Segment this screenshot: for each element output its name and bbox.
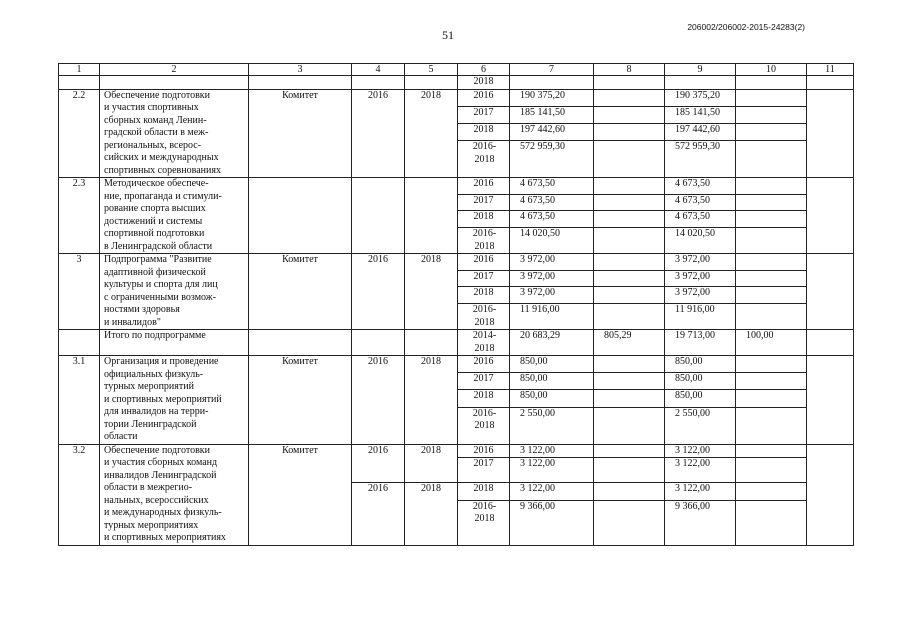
col-header: 8 (594, 64, 665, 76)
year-cell: 2016- 2018 (458, 304, 510, 330)
col-header: 6 (458, 64, 510, 76)
end-year: 2018 (405, 444, 458, 483)
start-year: 2016 (352, 356, 405, 445)
total-value: 11 916,00 (510, 304, 594, 330)
year-cell: 2017 (458, 373, 510, 390)
federal-value (594, 123, 665, 140)
table-row (59, 89, 854, 106)
continuation-row (59, 76, 854, 90)
total-value: 3 972,00 (510, 287, 594, 304)
regional-value: 4 673,50 (665, 211, 736, 228)
table-row (59, 356, 854, 373)
executor (249, 178, 352, 254)
regional-value: 572 959,30 (665, 141, 736, 178)
total-value: 3 972,00 (510, 270, 594, 287)
col-header: 7 (510, 64, 594, 76)
column-header-row (59, 64, 854, 76)
regional-value: 4 673,50 (665, 178, 736, 195)
year-cell: 2016- 2018 (458, 141, 510, 178)
row-number: 3 (59, 254, 100, 330)
regional-value: 3 122,00 (665, 483, 736, 501)
federal-value (594, 270, 665, 287)
regional-value: 3 972,00 (665, 287, 736, 304)
total-value: 572 959,30 (510, 141, 594, 178)
regional-value: 11 916,00 (665, 304, 736, 330)
total-value: 3 972,00 (510, 254, 594, 271)
row-description: Методическое обеспече- ние, пропаганда и стимули- рование спорта высших достижений и системы спортивной подготовки в Ленинградской области (100, 178, 249, 254)
end-year (405, 178, 458, 254)
start-year: 2016 (352, 444, 405, 483)
end-year: 2018 (405, 254, 458, 330)
federal-value (594, 228, 665, 254)
subtotal-row (59, 330, 854, 356)
regional-value: 4 673,50 (665, 194, 736, 211)
local-value (736, 106, 807, 123)
table-row (59, 254, 854, 271)
total-value: 3 122,00 (510, 458, 594, 483)
col-header: 1 (59, 64, 100, 76)
end-year: 2018 (405, 356, 458, 445)
year-cell: 2016- 2018 (458, 500, 510, 545)
subtotal-label: Итого по подпрограмме (100, 330, 249, 356)
local-value (736, 270, 807, 287)
total-value: 4 673,50 (510, 194, 594, 211)
total-value: 3 122,00 (510, 483, 594, 501)
year-cell: 2016 (458, 178, 510, 195)
year-cell: 2017 (458, 106, 510, 123)
total-value: 4 673,50 (510, 178, 594, 195)
total-value: 3 122,00 (510, 444, 594, 458)
federal-value: 805,29 (594, 330, 665, 356)
local-value (736, 211, 807, 228)
row-description: Обеспечение подготовки и участия спортивных сборных команд Ленин- градской области в меж- региональных, всерос- сийских и международных спортивных соревнованиях (100, 89, 249, 178)
end-year: 2018 (405, 483, 458, 546)
executor: Комитет (249, 444, 352, 545)
regional-value: 3 122,00 (665, 458, 736, 483)
year-cell: 2018 (458, 211, 510, 228)
document-id: 206002/206002-2015-24283(2) (687, 22, 805, 32)
total-value: 20 683,29 (510, 330, 594, 356)
local-value (736, 287, 807, 304)
year-cell: 2018 (458, 287, 510, 304)
total-value: 185 141,50 (510, 106, 594, 123)
local-value (736, 141, 807, 178)
local-value: 100,00 (736, 330, 807, 356)
total-value: 4 673,50 (510, 211, 594, 228)
col-header: 3 (249, 64, 352, 76)
regional-value: 3 122,00 (665, 444, 736, 458)
total-value: 190 375,20 (510, 89, 594, 106)
regional-value: 9 366,00 (665, 500, 736, 545)
year-cell: 2018 (458, 76, 510, 90)
year-cell: 2017 (458, 270, 510, 287)
year-cell: 2018 (458, 123, 510, 140)
regional-value: 2 550,00 (665, 407, 736, 444)
year-cell: 2018 (458, 483, 510, 501)
federal-value (594, 287, 665, 304)
federal-value (594, 141, 665, 178)
table-row (59, 444, 854, 458)
total-value: 850,00 (510, 356, 594, 373)
regional-value: 19 713,00 (665, 330, 736, 356)
year-cell: 2016 (458, 89, 510, 106)
federal-value (594, 254, 665, 271)
regional-value: 850,00 (665, 390, 736, 407)
local-value (736, 89, 807, 106)
regional-value: 197 442,60 (665, 123, 736, 140)
federal-value (594, 211, 665, 228)
year-cell: 2017 (458, 458, 510, 483)
start-year: 2016 (352, 89, 405, 178)
regional-value: 190 375,20 (665, 89, 736, 106)
row-number: 2.3 (59, 178, 100, 254)
row-number: 3.2 (59, 444, 100, 545)
local-value (736, 228, 807, 254)
local-value (736, 123, 807, 140)
regional-value: 3 972,00 (665, 270, 736, 287)
year-cell: 2016 (458, 444, 510, 458)
executor: Комитет (249, 356, 352, 445)
total-value: 197 442,60 (510, 123, 594, 140)
local-value (736, 194, 807, 211)
regional-value: 185 141,50 (665, 106, 736, 123)
local-value (736, 304, 807, 330)
regional-value: 14 020,50 (665, 228, 736, 254)
start-year: 2016 (352, 483, 405, 546)
federal-value (594, 106, 665, 123)
federal-value (594, 89, 665, 106)
table-row (59, 178, 854, 195)
start-year: 2016 (352, 254, 405, 330)
budget-table (58, 63, 854, 546)
col-header: 11 (807, 64, 854, 76)
federal-value (594, 178, 665, 195)
row-description: Организация и проведение официальных физкуль- турных мероприятий и спортивных мероприятий для инвалидов на терри- тории Ленинградской области (100, 356, 249, 445)
year-cell: 2017 (458, 194, 510, 211)
col-header: 4 (352, 64, 405, 76)
regional-value: 850,00 (665, 356, 736, 373)
year-cell: 2018 (458, 390, 510, 407)
regional-value: 850,00 (665, 373, 736, 390)
col-header: 9 (665, 64, 736, 76)
row-description: Подпрограмма "Развитие адаптивной физической культуры и спорта для лиц с ограниченными возмож- ностями здоровья и инвалидов" (100, 254, 249, 330)
local-value (736, 178, 807, 195)
page-number: 51 (442, 28, 454, 42)
end-year: 2018 (405, 89, 458, 178)
row-number: 2.2 (59, 89, 100, 178)
col-header: 5 (405, 64, 458, 76)
year-cell: 2016 (458, 254, 510, 271)
federal-value (594, 304, 665, 330)
year-cell: 2016- 2018 (458, 228, 510, 254)
total-value: 2 550,00 (510, 407, 594, 444)
start-year (352, 178, 405, 254)
executor: Комитет (249, 89, 352, 178)
local-value (736, 254, 807, 271)
total-value: 850,00 (510, 390, 594, 407)
year-cell: 2014- 2018 (458, 330, 510, 356)
year-cell: 2016- 2018 (458, 407, 510, 444)
row-number: 3.1 (59, 356, 100, 445)
total-value: 850,00 (510, 373, 594, 390)
executor: Комитет (249, 254, 352, 330)
col-header: 10 (736, 64, 807, 76)
federal-value (594, 194, 665, 211)
col-header: 2 (100, 64, 249, 76)
total-value: 9 366,00 (510, 500, 594, 545)
regional-value: 3 972,00 (665, 254, 736, 271)
total-value: 14 020,50 (510, 228, 594, 254)
year-cell: 2016 (458, 356, 510, 373)
row-description: Обеспечение подготовки и участия сборных команд инвалидов Ленинградской области в межрегио- нальных, всероссийских и международных физкуль- турных мероприятиях и спортивных мероприятиях (100, 444, 249, 545)
